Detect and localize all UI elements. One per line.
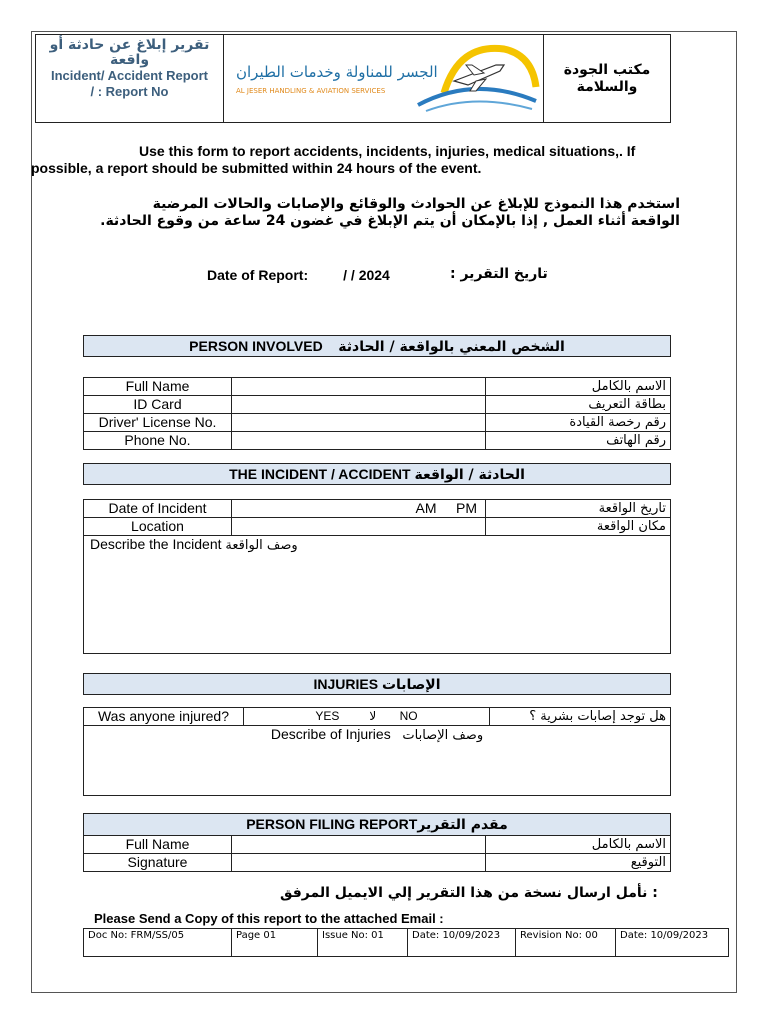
row-label-en: Date of Incident: [84, 500, 232, 518]
no-option[interactable]: NO: [399, 709, 418, 723]
office-name: مكتب الجودة والسلامة: [563, 61, 651, 95]
license-field[interactable]: [232, 414, 486, 432]
location-field[interactable]: [232, 518, 486, 536]
describe-label-en: Describe the Incident: [90, 536, 222, 552]
footer-note-en: Please Send a Copy of this report to the attached Email :: [94, 911, 444, 926]
phone-field[interactable]: [232, 432, 486, 450]
table-row: [84, 500, 671, 518]
row-label-ar: بطاقة التعريف: [486, 396, 671, 414]
table-row: [84, 536, 671, 654]
describe-injuries-field[interactable]: [84, 726, 671, 796]
table-row: [84, 708, 671, 726]
section-heading-ar: الحادثة / الواقعة: [414, 467, 525, 483]
row-label-en: Driver' License No.: [84, 414, 232, 432]
revision-date: Date: 10/09/2023: [616, 929, 729, 957]
section-person-involved: [83, 335, 671, 357]
row-label-en: Full Name: [84, 378, 232, 396]
company-name-ar: الجسر للمناولة وخدمات الطيران: [236, 63, 438, 81]
table-row: [84, 414, 671, 432]
date-of-report-label: Date of Report:: [207, 267, 309, 283]
intro-en-line1: Use this form to report accidents, incidents, injuries, medical situations,. If: [139, 143, 636, 159]
doc-no: Doc No: FRM/SS/05: [84, 929, 232, 957]
pm-option[interactable]: PM: [456, 500, 477, 516]
describe-injuries-en: Describe of Injuries: [270, 726, 391, 742]
footer-note-ar: : نأمل ارسال نسخة من هذا التقرير إلي الايميل المرفق: [280, 885, 658, 901]
signature-field[interactable]: [232, 854, 486, 872]
describe-injuries-ar: وصف الإصابات: [402, 728, 484, 743]
section-injuries: [83, 673, 671, 695]
incident-date-field[interactable]: [232, 500, 486, 518]
table-row: [84, 378, 671, 396]
intro-en-line2: possible, a report should be submitted within 24 hours of the event.: [31, 160, 482, 176]
document-control-table: [83, 928, 729, 957]
page-no: Page 01: [232, 929, 318, 957]
describe-incident-field[interactable]: [84, 536, 671, 654]
date-of-report-label-ar: تاريخ التقرير :: [450, 266, 548, 282]
section-incident: [83, 463, 671, 485]
issue-no: Issue No: 01: [318, 929, 408, 957]
section-heading-en: PERSON FILING REPORT: [246, 815, 418, 832]
header-title-cell: [36, 35, 224, 122]
row-label-ar: تاريخ الواقعة: [486, 500, 671, 518]
issue-date: Date: 10/09/2023: [408, 929, 516, 957]
injured-question-en: Was anyone injured?: [84, 708, 244, 726]
row-label-ar: رقم الهاتف: [486, 432, 671, 450]
revision-no: Revision No: 00: [516, 929, 616, 957]
section-heading-en: INJURIES: [313, 676, 379, 692]
filing-table: [83, 813, 671, 872]
intro-ar: استخدم هذا النموذج للإبلاغ عن الحوادث والوقائع والإصابات والحالات المرضية الواقعة أثناء العمل , إذا بالإمكان أن يتم الإبلاغ في غضون 24 ساعة من وقوع الحادثة.: [100, 196, 680, 229]
person-involved-table: [83, 377, 671, 450]
report-no: / : Report No: [90, 84, 169, 99]
am-option[interactable]: AM: [415, 500, 437, 516]
table-row: [84, 518, 671, 536]
section-heading-ar: الشخص المعني بالواقعة / الحادثة: [338, 339, 565, 355]
no-option-ar[interactable]: لا: [369, 709, 377, 723]
row-label-en: Full Name: [84, 836, 232, 854]
table-row: [84, 726, 671, 796]
row-label-ar: الاسم بالكامل: [486, 836, 671, 854]
injuries-table: [83, 707, 671, 796]
intro-en: [31, 143, 707, 177]
date-of-report-value[interactable]: / / 2024: [343, 267, 390, 283]
table-row: [84, 432, 671, 450]
table-row: [84, 854, 671, 872]
section-heading-ar: مقدم التقرير: [417, 816, 508, 833]
describe-label-ar: وصف الواقعة: [225, 538, 298, 553]
section-heading-ar: الإصابات: [381, 677, 441, 693]
airplane-logo-icon: [404, 35, 544, 124]
row-label-en: Phone No.: [84, 432, 232, 450]
row-label-ar: الاسم بالكامل: [486, 378, 671, 396]
row-label-ar: مكان الواقعة: [486, 518, 671, 536]
section-heading-en: THE INCIDENT / ACCIDENT: [229, 466, 411, 482]
yes-option[interactable]: YES: [315, 709, 340, 723]
id-card-field[interactable]: [232, 396, 486, 414]
table-row: [84, 836, 671, 854]
company-logo: [224, 35, 544, 122]
section-heading-en: PERSON INVOLVED: [189, 338, 323, 354]
title-en: Incident/ Accident Report: [51, 68, 208, 83]
injured-question-ar: هل توجد إصابات بشرية ؟: [490, 708, 671, 726]
table-row: [84, 396, 671, 414]
row-label-en: ID Card: [84, 396, 232, 414]
row-label-ar: رقم رخصة القيادة: [486, 414, 671, 432]
incident-table: [83, 499, 671, 654]
form-header: [35, 34, 671, 123]
filer-name-field[interactable]: [232, 836, 486, 854]
injured-options: [244, 708, 490, 726]
row-label-en: Signature: [84, 854, 232, 872]
full-name-field[interactable]: [232, 378, 486, 396]
date-of-report: [207, 267, 390, 283]
section-filing: [84, 814, 671, 836]
row-label-ar: التوقيع: [486, 854, 671, 872]
table-row: [84, 929, 729, 957]
row-label-en: Location: [84, 518, 232, 536]
company-name-en: AL JESER HANDLING & AVIATION SERVICES: [236, 87, 386, 95]
table-row: [84, 814, 671, 836]
title-ar: تقرير إبلاغ عن حادثة أو واقعة: [49, 37, 210, 68]
